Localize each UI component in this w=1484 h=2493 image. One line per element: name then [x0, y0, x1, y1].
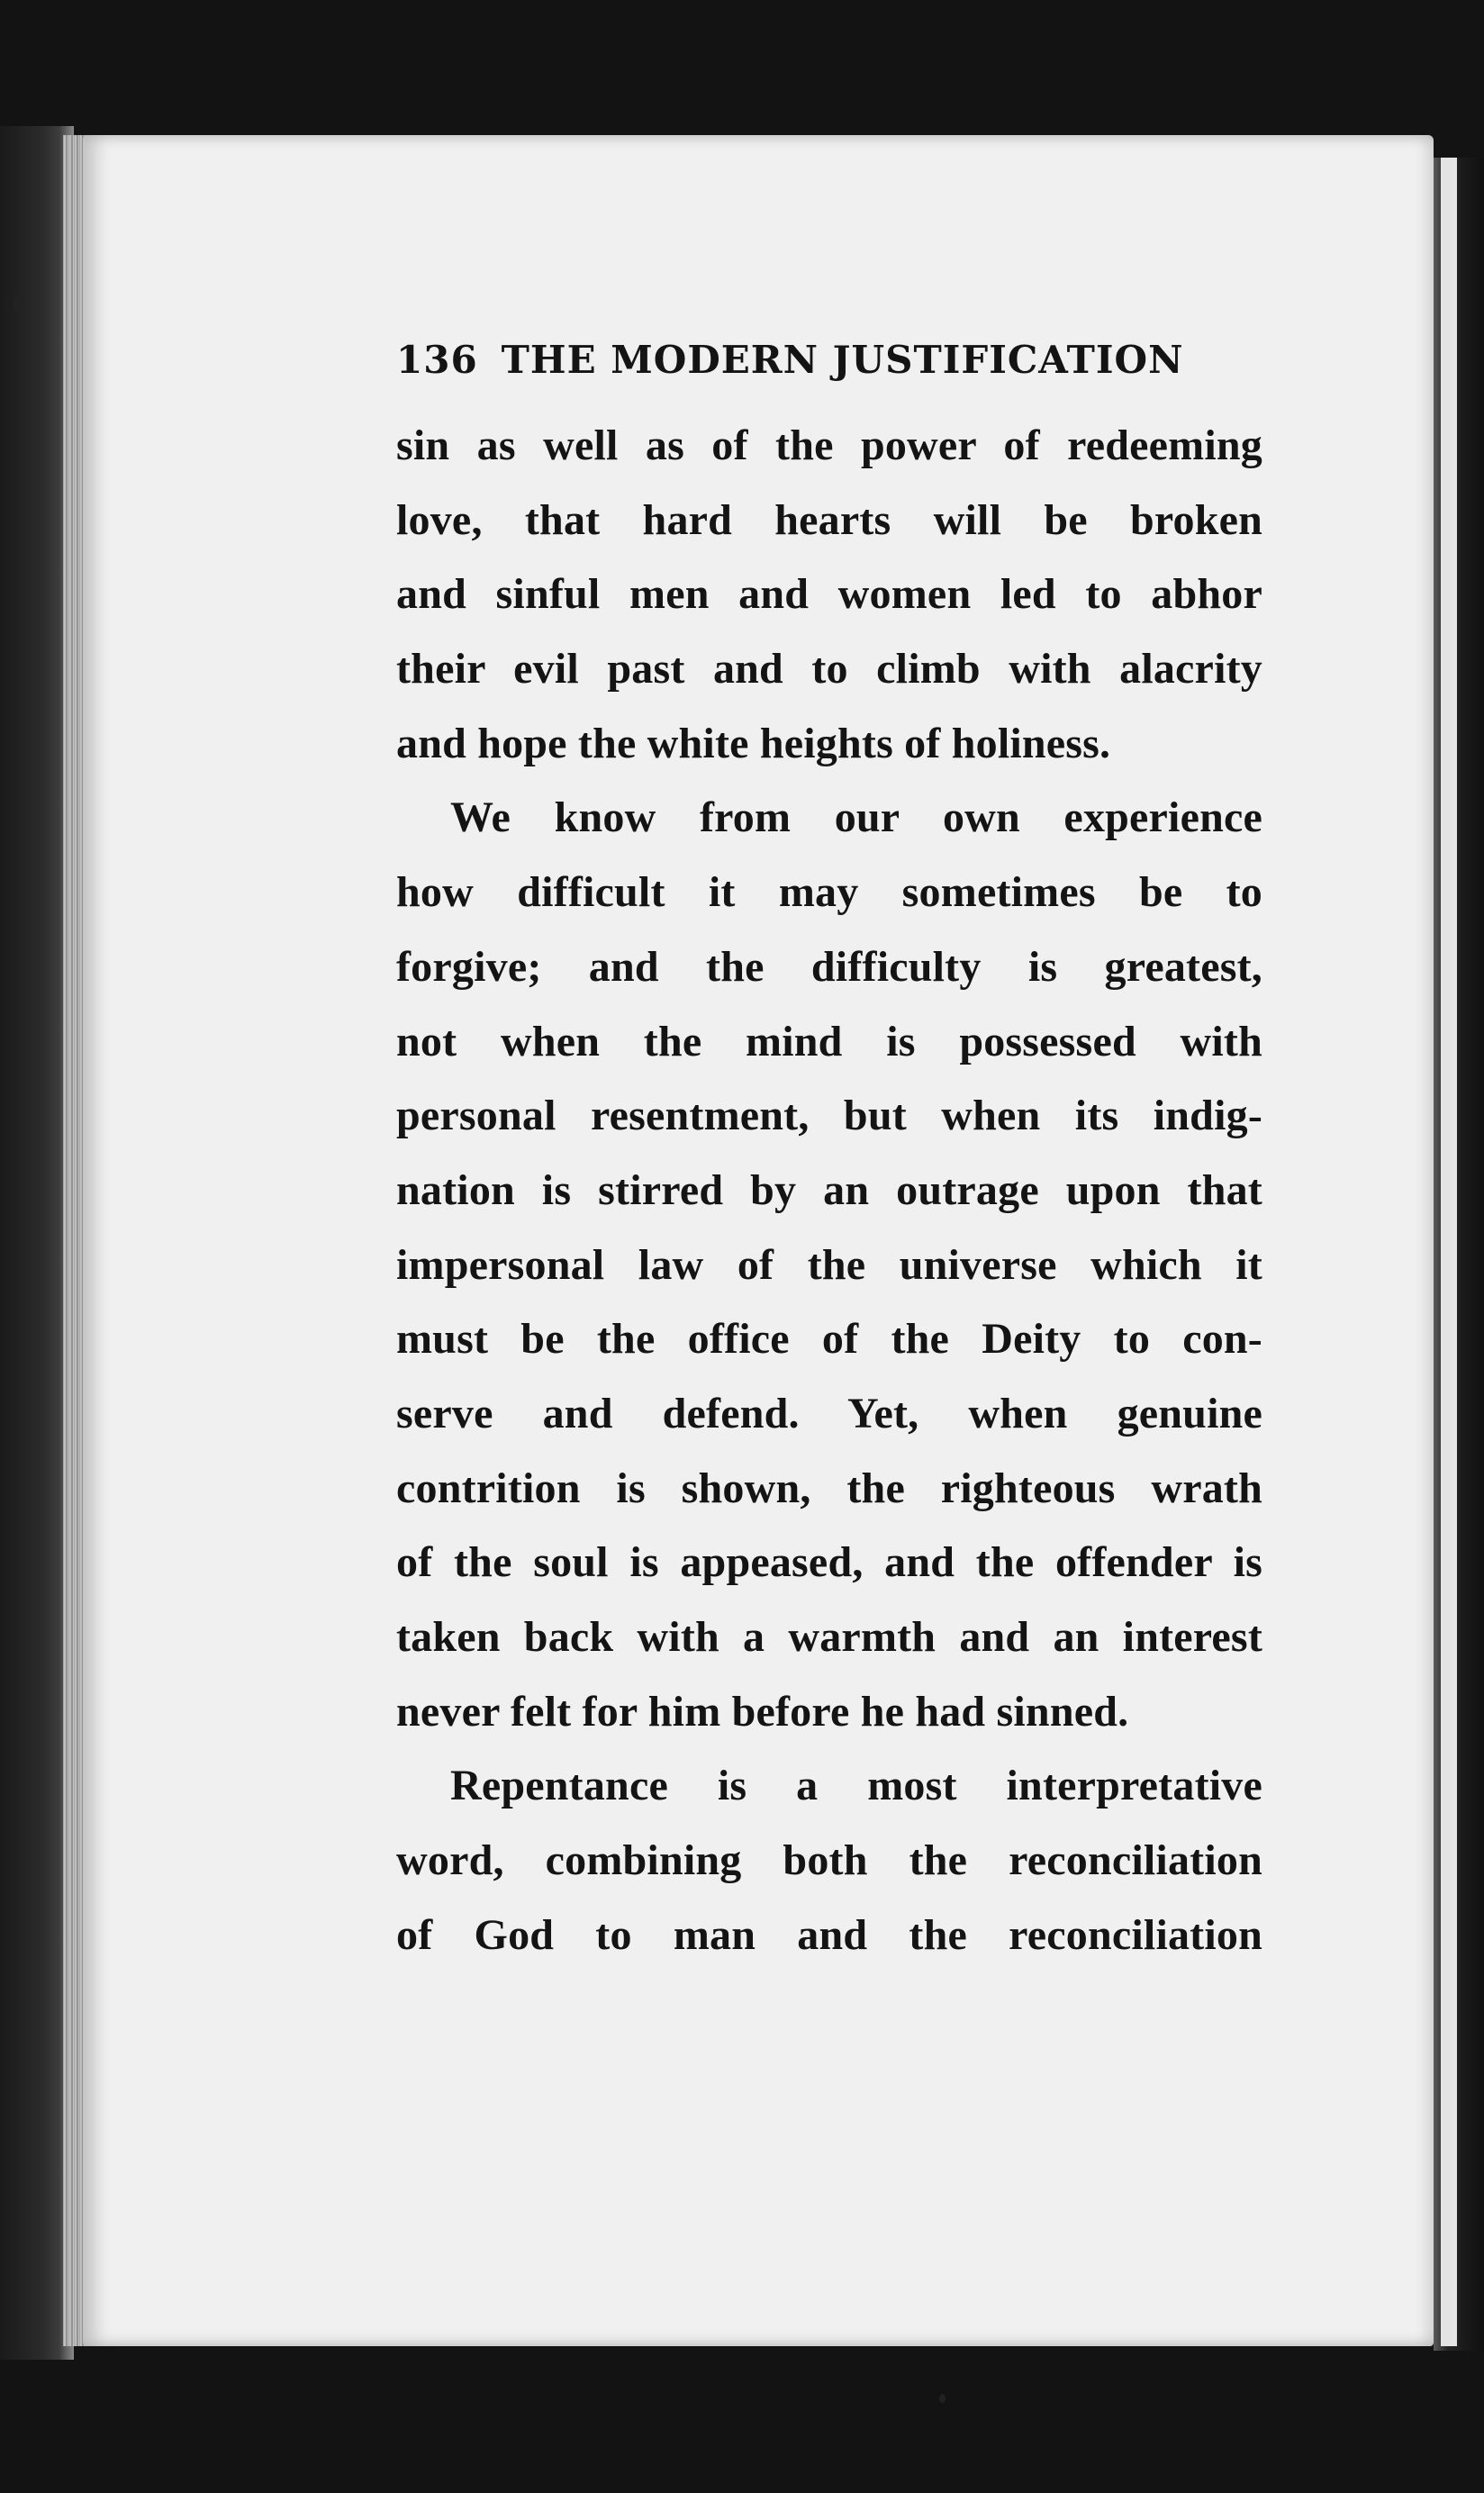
- text-line: and hope the white heights of holiness.: [396, 719, 1111, 767]
- paragraph: [396, 781, 1262, 1749]
- paragraph: [396, 1749, 1262, 1972]
- text-line: must be the office of the Deity to con-: [396, 1315, 1262, 1364]
- text-line: impersonal law of the universe which it: [396, 1240, 1262, 1289]
- text-line: contrition is shown, the righteous wrath: [396, 1464, 1262, 1512]
- paragraph: [396, 409, 1262, 781]
- text-line: how difficult it may sometimes be to: [396, 868, 1262, 917]
- text-line: their evil past and to climb with alacrity: [396, 645, 1262, 694]
- dust-speck: [939, 2394, 946, 2403]
- text-line: personal resentment, but when its indig-: [396, 1092, 1262, 1140]
- text-line: never felt for him before he had sinned.: [396, 1687, 1129, 1736]
- text-line: Repentance is a most interpretative: [450, 1762, 1262, 1810]
- page-text: [396, 333, 1262, 1972]
- facing-page-edge: [1441, 158, 1457, 2346]
- text-line: love, that hard hearts will be broken: [396, 495, 1262, 544]
- text-line: We know from our own experience: [450, 793, 1262, 842]
- text-line: and sinful men and women led to abhor: [396, 570, 1262, 619]
- text-line: of God to man and the reconciliation: [396, 1910, 1262, 1959]
- text-line: not when the mind is possessed with: [396, 1017, 1262, 1065]
- text-line: word, combining both the reconciliation: [396, 1836, 1262, 1885]
- text-line: sin as well as of the power of redeeming: [396, 422, 1262, 469]
- text-line: forgive; and the difficulty is greatest,: [396, 942, 1262, 991]
- text-line: nation is stirred by an outrage upon that: [396, 1165, 1262, 1214]
- text-line: taken back with a warmth and an interest: [396, 1613, 1262, 1661]
- running-title: THE MODERN JUSTIFICATION: [501, 338, 1184, 382]
- text-line: of the soul is appeased, and the offender is: [396, 1538, 1262, 1587]
- dust-speck: [13, 295, 22, 310]
- running-head: [396, 333, 1262, 387]
- page-number: 136: [396, 338, 478, 382]
- text-line: serve and defend. Yet, when genuine: [396, 1389, 1262, 1437]
